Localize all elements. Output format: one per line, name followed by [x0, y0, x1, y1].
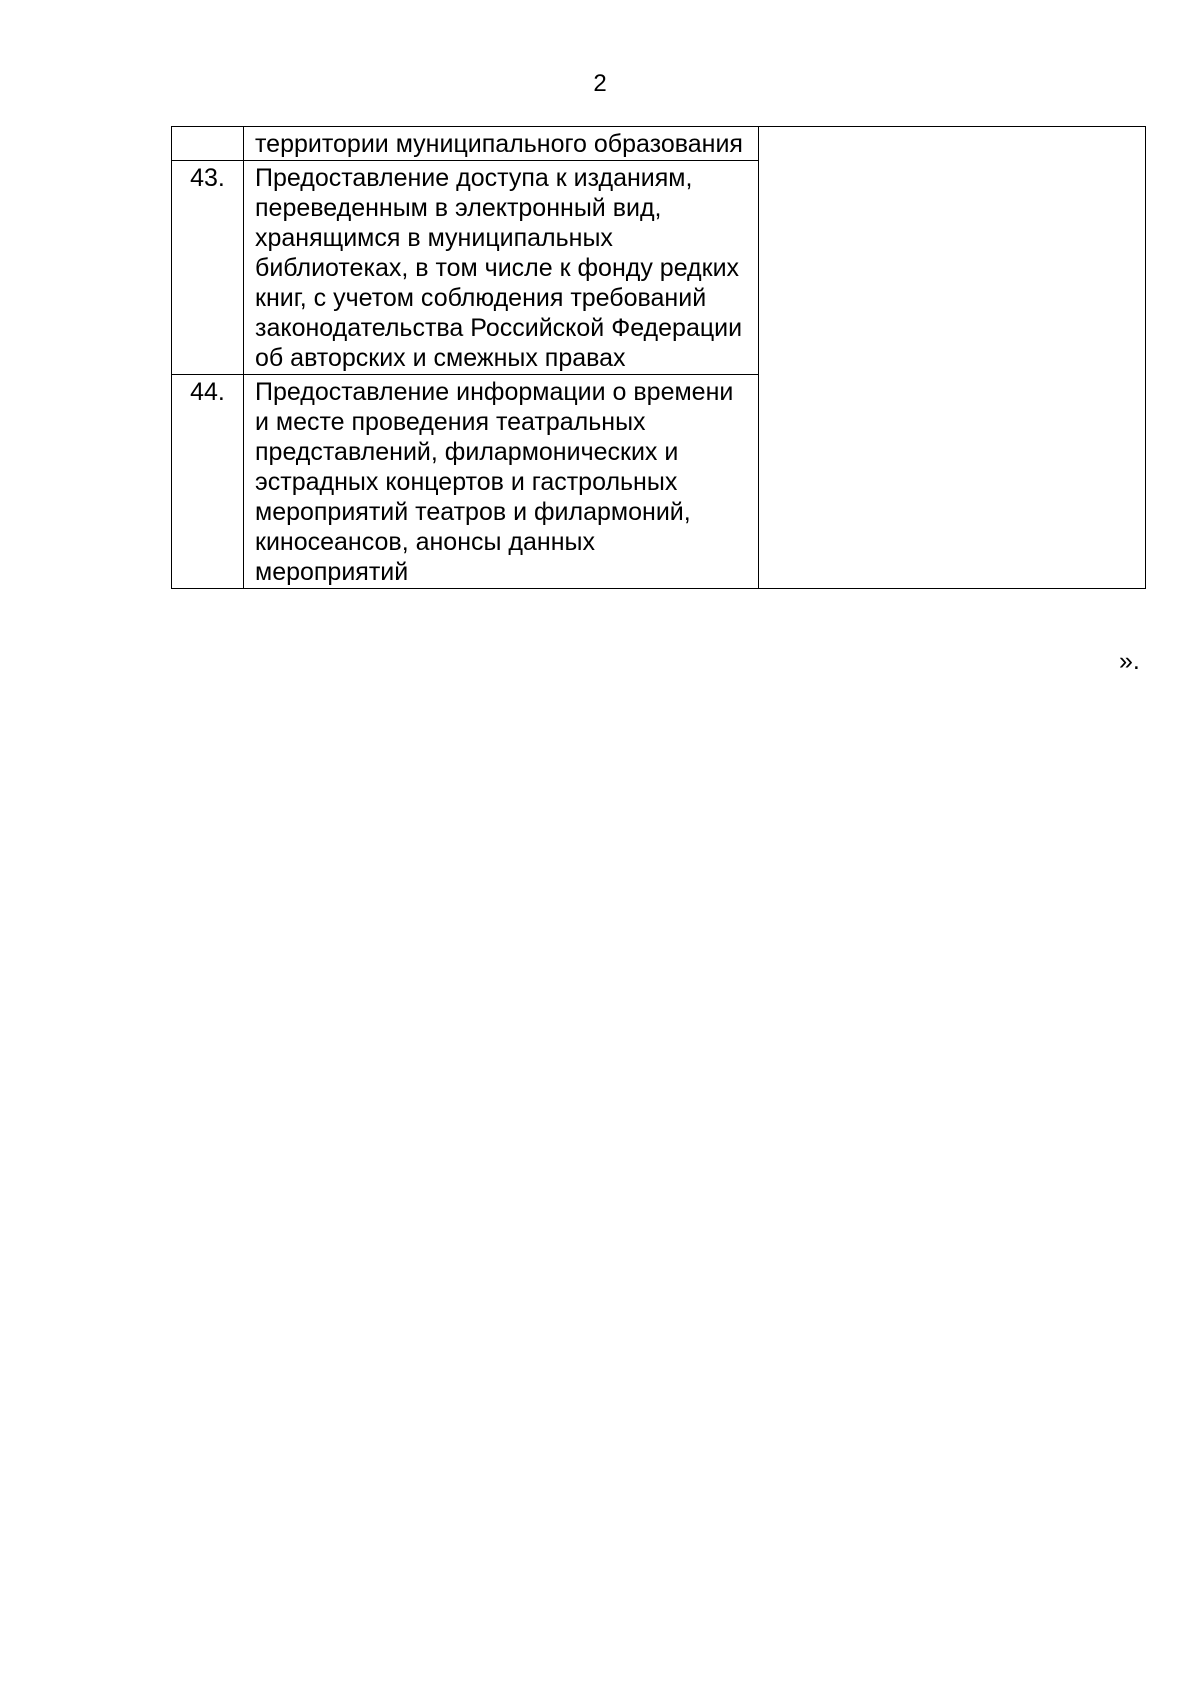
right-column-cell	[759, 127, 1146, 589]
row-text: территории муниципального образования	[244, 127, 759, 161]
row-number	[172, 127, 244, 161]
table-row	[172, 127, 1146, 161]
services-table	[171, 126, 1146, 589]
row-number: 43.	[172, 161, 244, 375]
row-text: Предоставление информации о времени и месте проведения театральных представлений, филармонических и эстрадных концертов и гастрольных мероприятий театров и филармоний, киносеансов, анонсы данных мероприятий	[244, 375, 759, 589]
row-number: 44.	[172, 375, 244, 589]
page-number: 2	[593, 70, 607, 97]
row-text: Предоставление доступа к изданиям, переведенным в электронный вид, хранящимся в муниципальных библиотеках, в том числе к фонду редких книг, с учетом соблюдения требований законодательства Российской Федерации об авторских и смежных правах	[244, 161, 759, 375]
closing-quote-mark: ».	[1119, 647, 1140, 675]
